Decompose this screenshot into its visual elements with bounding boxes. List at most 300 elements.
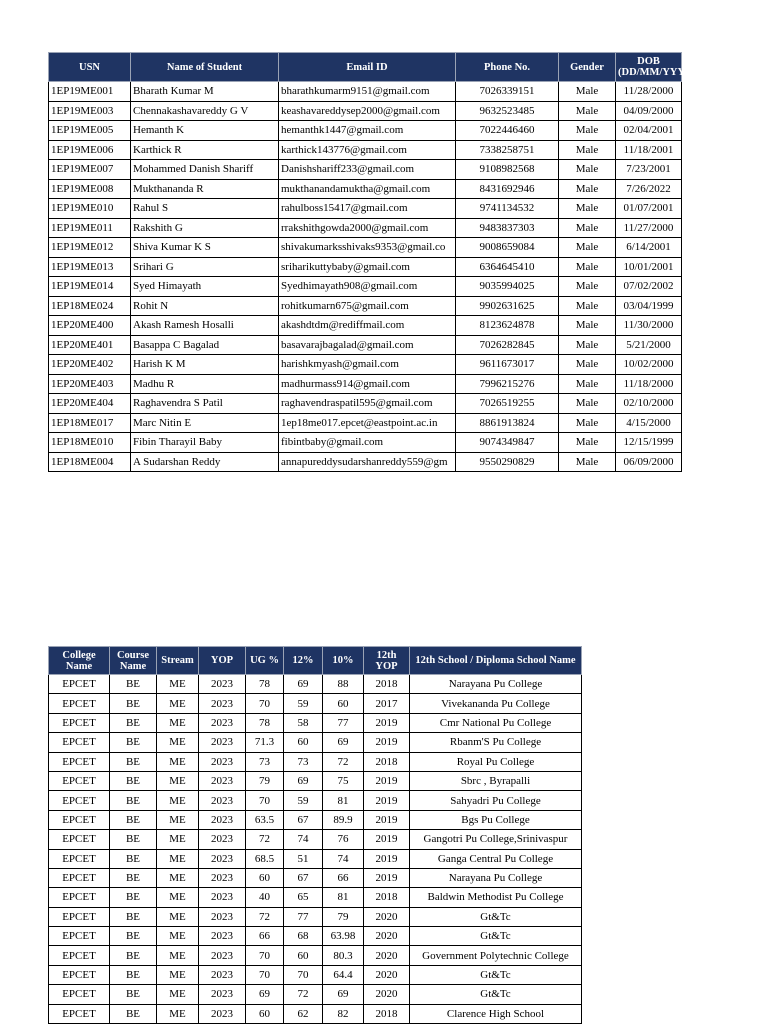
course-name-cell: BE [110, 927, 157, 946]
yop-cell: 2023 [199, 830, 246, 849]
usn-cell: 1EP19ME005 [49, 121, 131, 141]
table-row [49, 179, 682, 199]
header-12th-yop: 12th YOP [364, 647, 410, 675]
student-name-cell: Syed Himayath [131, 277, 279, 297]
usn-cell: 1EP20ME400 [49, 316, 131, 336]
ug-percent-cell: 69 [246, 985, 284, 1004]
college-name-cell: EPCET [49, 675, 110, 694]
table-row [49, 452, 682, 472]
email-cell: karthick143776@gmail.com [279, 140, 456, 160]
email-cell: basavarajbagalad@gmail.com [279, 335, 456, 355]
email-cell: shivakumarksshivaks9353@gmail.co [279, 238, 456, 258]
ug-percent-cell: 72 [246, 830, 284, 849]
table-row [49, 791, 582, 810]
10-percent-cell: 66 [323, 868, 364, 887]
usn-cell: 1EP19ME012 [49, 238, 131, 258]
12-percent-cell: 67 [284, 868, 323, 887]
phone-cell: 9632523485 [456, 101, 559, 121]
course-name-cell: BE [110, 1004, 157, 1023]
table-row [49, 868, 582, 887]
dob-cell: 4/15/2000 [616, 413, 682, 433]
phone-cell: 9483837303 [456, 218, 559, 238]
dob-cell: 5/21/2000 [616, 335, 682, 355]
phone-cell: 7338258751 [456, 140, 559, 160]
table-row [49, 316, 682, 336]
college-name-cell: EPCET [49, 771, 110, 790]
school-name-cell: Sahyadri Pu College [410, 791, 582, 810]
email-cell: mukthanandamuktha@gmail.com [279, 179, 456, 199]
table-row [49, 946, 582, 965]
12-percent-cell: 77 [284, 907, 323, 926]
header-10-percent: 10% [323, 647, 364, 675]
email-cell: madhurmass914@gmail.com [279, 374, 456, 394]
dob-cell: 11/28/2000 [616, 82, 682, 102]
12-percent-cell: 70 [284, 965, 323, 984]
yop-cell: 2023 [199, 868, 246, 887]
school-name-cell: Baldwin Methodist Pu College [410, 888, 582, 907]
12-percent-cell: 62 [284, 1004, 323, 1023]
ug-percent-cell: 70 [246, 791, 284, 810]
college-name-cell: EPCET [49, 985, 110, 1004]
gender-cell: Male [559, 316, 616, 336]
gender-cell: Male [559, 218, 616, 238]
phone-cell: 9550290829 [456, 452, 559, 472]
yop-cell: 2023 [199, 713, 246, 732]
10-percent-cell: 82 [323, 1004, 364, 1023]
phone-cell: 9035994025 [456, 277, 559, 297]
student-name-cell: Fibin Tharayil Baby [131, 433, 279, 453]
academics-table [48, 646, 582, 1024]
table-row [49, 296, 682, 316]
12th-yop-cell: 2019 [364, 733, 410, 752]
course-name-cell: BE [110, 694, 157, 713]
usn-cell: 1EP18ME004 [49, 452, 131, 472]
gender-cell: Male [559, 121, 616, 141]
10-percent-cell: 60 [323, 694, 364, 713]
email-cell: rrakshithgowda2000@gmail.com [279, 218, 456, 238]
students-table [48, 52, 697, 472]
12th-yop-cell: 2019 [364, 810, 410, 829]
table-row [49, 355, 682, 375]
yop-cell: 2023 [199, 791, 246, 810]
phone-cell: 8431692946 [456, 179, 559, 199]
table-row [49, 335, 682, 355]
usn-cell: 1EP19ME007 [49, 160, 131, 180]
stream-cell: ME [157, 965, 199, 984]
email-cell: rahulboss15417@gmail.com [279, 199, 456, 219]
dob-cell: 07/02/2002 [616, 277, 682, 297]
header-ug-percent: UG % [246, 647, 284, 675]
usn-cell: 1EP20ME402 [49, 355, 131, 375]
gender-cell: Male [559, 101, 616, 121]
yop-cell: 2023 [199, 849, 246, 868]
dob-cell: 12/15/1999 [616, 433, 682, 453]
college-name-cell: EPCET [49, 849, 110, 868]
school-name-cell: Gt&Tc [410, 985, 582, 1004]
college-name-cell: EPCET [49, 752, 110, 771]
gender-cell: Male [559, 277, 616, 297]
yop-cell: 2023 [199, 771, 246, 790]
school-name-cell: Ganga Central Pu College [410, 849, 582, 868]
course-name-cell: BE [110, 791, 157, 810]
dob-cell: 11/18/2001 [616, 140, 682, 160]
usn-cell: 1EP19ME003 [49, 101, 131, 121]
stream-cell: ME [157, 810, 199, 829]
dob-cell: 11/30/2000 [616, 316, 682, 336]
table-row [49, 101, 682, 121]
dob-cell: 11/27/2000 [616, 218, 682, 238]
student-name-cell: Mohammed Danish Shariff [131, 160, 279, 180]
table-row [49, 927, 582, 946]
course-name-cell: BE [110, 868, 157, 887]
gender-cell: Male [559, 355, 616, 375]
12th-yop-cell: 2019 [364, 713, 410, 732]
header-gender: Gender [559, 53, 616, 82]
12-percent-cell: 58 [284, 713, 323, 732]
stream-cell: ME [157, 830, 199, 849]
10-percent-cell: 74 [323, 849, 364, 868]
student-name-cell: Raghavendra S Patil [131, 394, 279, 414]
usn-cell: 1EP18ME024 [49, 296, 131, 316]
school-name-cell: Bgs Pu College [410, 810, 582, 829]
course-name-cell: BE [110, 849, 157, 868]
gender-cell: Male [559, 82, 616, 102]
ug-percent-cell: 40 [246, 888, 284, 907]
table-row [49, 238, 682, 258]
course-name-cell: BE [110, 888, 157, 907]
phone-cell: 8861913824 [456, 413, 559, 433]
10-percent-cell: 79 [323, 907, 364, 926]
header-12-percent: 12% [284, 647, 323, 675]
table-row [49, 733, 582, 752]
phone-cell: 7996215276 [456, 374, 559, 394]
table-row [49, 218, 682, 238]
stream-cell: ME [157, 868, 199, 887]
school-name-cell: Gt&Tc [410, 907, 582, 926]
usn-cell: 1EP19ME001 [49, 82, 131, 102]
dob-cell: 03/04/1999 [616, 296, 682, 316]
usn-cell: 1EP19ME014 [49, 277, 131, 297]
student-name-cell: Madhu R [131, 374, 279, 394]
yop-cell: 2023 [199, 810, 246, 829]
12th-yop-cell: 2020 [364, 965, 410, 984]
dob-cell: 04/09/2000 [616, 101, 682, 121]
table-row [49, 752, 582, 771]
phone-cell: 9074349847 [456, 433, 559, 453]
12-percent-cell: 69 [284, 675, 323, 694]
12-percent-cell: 72 [284, 985, 323, 1004]
12th-yop-cell: 2017 [364, 694, 410, 713]
gender-cell: Male [559, 335, 616, 355]
stream-cell: ME [157, 733, 199, 752]
dob-cell: 02/04/2001 [616, 121, 682, 141]
student-name-cell: Hemanth K [131, 121, 279, 141]
stream-cell: ME [157, 888, 199, 907]
table-row [49, 160, 682, 180]
dob-cell: 11/18/2000 [616, 374, 682, 394]
ug-percent-cell: 73 [246, 752, 284, 771]
12th-yop-cell: 2020 [364, 927, 410, 946]
student-name-cell: Basappa C Bagalad [131, 335, 279, 355]
student-name-cell: A Sudarshan Reddy [131, 452, 279, 472]
10-percent-cell: 81 [323, 791, 364, 810]
gender-cell: Male [559, 160, 616, 180]
school-name-cell: Gt&Tc [410, 965, 582, 984]
phone-cell: 6364645410 [456, 257, 559, 277]
college-name-cell: EPCET [49, 733, 110, 752]
course-name-cell: BE [110, 675, 157, 694]
12th-yop-cell: 2019 [364, 771, 410, 790]
course-name-cell: BE [110, 985, 157, 1004]
email-cell: annapureddysudarshanreddy559@gm [279, 452, 456, 472]
student-name-cell: Chennakashavareddy G V [131, 101, 279, 121]
email-cell: keashavareddysep2000@gmail.com [279, 101, 456, 121]
school-name-cell: Narayana Pu College [410, 868, 582, 887]
ug-percent-cell: 60 [246, 868, 284, 887]
school-name-cell: Narayana Pu College [410, 675, 582, 694]
student-name-cell: Rahul S [131, 199, 279, 219]
college-name-cell: EPCET [49, 946, 110, 965]
ug-percent-cell: 78 [246, 675, 284, 694]
academics-table-body [49, 675, 582, 1024]
phone-cell: 7026339151 [456, 82, 559, 102]
header-course-name: Course Name [110, 647, 157, 675]
12-percent-cell: 65 [284, 888, 323, 907]
email-cell: fibintbaby@gmail.com [279, 433, 456, 453]
school-name-cell: Gt&Tc [410, 927, 582, 946]
table-row [49, 888, 582, 907]
school-name-cell: Royal Pu College [410, 752, 582, 771]
ug-percent-cell: 78 [246, 713, 284, 732]
12th-yop-cell: 2018 [364, 1004, 410, 1023]
dob-cell: 06/09/2000 [616, 452, 682, 472]
usn-cell: 1EP20ME401 [49, 335, 131, 355]
table-row [49, 810, 582, 829]
12-percent-cell: 74 [284, 830, 323, 849]
phone-cell: 9008659084 [456, 238, 559, 258]
email-cell: Danishshariff233@gmail.com [279, 160, 456, 180]
yop-cell: 2023 [199, 733, 246, 752]
usn-cell: 1EP18ME010 [49, 433, 131, 453]
10-percent-cell: 88 [323, 675, 364, 694]
ug-percent-cell: 63.5 [246, 810, 284, 829]
usn-cell: 1EP18ME017 [49, 413, 131, 433]
12th-yop-cell: 2020 [364, 907, 410, 926]
dob-cell: 02/10/2000 [616, 394, 682, 414]
stream-cell: ME [157, 946, 199, 965]
table-row [49, 849, 582, 868]
ug-percent-cell: 79 [246, 771, 284, 790]
header-phone: Phone No. [456, 53, 559, 82]
stream-cell: ME [157, 752, 199, 771]
ug-percent-cell: 68.5 [246, 849, 284, 868]
students-header-row [49, 53, 682, 82]
table-row [49, 121, 682, 141]
students-table-body [49, 82, 682, 472]
course-name-cell: BE [110, 771, 157, 790]
10-percent-cell: 80.3 [323, 946, 364, 965]
email-cell: harishkmyash@gmail.com [279, 355, 456, 375]
email-cell: Syedhimayath908@gmail.com [279, 277, 456, 297]
10-percent-cell: 63.98 [323, 927, 364, 946]
course-name-cell: BE [110, 907, 157, 926]
table-row [49, 675, 582, 694]
usn-cell: 1EP20ME404 [49, 394, 131, 414]
table-row [49, 374, 682, 394]
ug-percent-cell: 70 [246, 946, 284, 965]
college-name-cell: EPCET [49, 868, 110, 887]
table-row [49, 694, 582, 713]
yop-cell: 2023 [199, 752, 246, 771]
dob-cell: 10/01/2001 [616, 257, 682, 277]
table-row [49, 907, 582, 926]
college-name-cell: EPCET [49, 888, 110, 907]
yop-cell: 2023 [199, 907, 246, 926]
phone-cell: 7026519255 [456, 394, 559, 414]
email-cell: rohitkumarn675@gmail.com [279, 296, 456, 316]
college-name-cell: EPCET [49, 830, 110, 849]
12th-yop-cell: 2018 [364, 675, 410, 694]
student-name-cell: Shiva Kumar K S [131, 238, 279, 258]
student-name-cell: Rohit N [131, 296, 279, 316]
stream-cell: ME [157, 791, 199, 810]
12-percent-cell: 60 [284, 946, 323, 965]
phone-cell: 9611673017 [456, 355, 559, 375]
email-cell: bharathkumarm9151@gmail.com [279, 82, 456, 102]
college-name-cell: EPCET [49, 907, 110, 926]
dob-cell: 6/14/2001 [616, 238, 682, 258]
school-name-cell: Gangotri Pu College,Srinivaspur [410, 830, 582, 849]
table-row [49, 433, 682, 453]
student-name-cell: Rakshith G [131, 218, 279, 238]
table-row [49, 140, 682, 160]
stream-cell: ME [157, 694, 199, 713]
10-percent-cell: 77 [323, 713, 364, 732]
ug-percent-cell: 66 [246, 927, 284, 946]
table-row [49, 413, 682, 433]
header-email: Email ID [279, 53, 456, 82]
course-name-cell: BE [110, 810, 157, 829]
yop-cell: 2023 [199, 1004, 246, 1023]
12th-yop-cell: 2018 [364, 752, 410, 771]
usn-cell: 1EP20ME403 [49, 374, 131, 394]
12th-yop-cell: 2018 [364, 888, 410, 907]
ug-percent-cell: 70 [246, 694, 284, 713]
gender-cell: Male [559, 238, 616, 258]
table-row [49, 1004, 582, 1023]
table-row [49, 277, 682, 297]
school-name-cell: Cmr National Pu College [410, 713, 582, 732]
12-percent-cell: 59 [284, 694, 323, 713]
stream-cell: ME [157, 985, 199, 1004]
email-cell: raghavendraspatil595@gmail.com [279, 394, 456, 414]
course-name-cell: BE [110, 733, 157, 752]
college-name-cell: EPCET [49, 713, 110, 732]
header-dob: DOB (DD/MM/YYYY) [616, 53, 682, 82]
header-college-name: College Name [49, 647, 110, 675]
10-percent-cell: 64.4 [323, 965, 364, 984]
ug-percent-cell: 72 [246, 907, 284, 926]
student-name-cell: Bharath Kumar M [131, 82, 279, 102]
student-name-cell: Harish K M [131, 355, 279, 375]
table-row [49, 257, 682, 277]
stream-cell: ME [157, 675, 199, 694]
yop-cell: 2023 [199, 985, 246, 1004]
email-cell: akashdtdm@rediffmail.com [279, 316, 456, 336]
gender-cell: Male [559, 413, 616, 433]
dob-cell: 01/07/2001 [616, 199, 682, 219]
stream-cell: ME [157, 1004, 199, 1023]
course-name-cell: BE [110, 752, 157, 771]
dob-cell: 7/26/2022 [616, 179, 682, 199]
gender-cell: Male [559, 257, 616, 277]
12-percent-cell: 59 [284, 791, 323, 810]
stream-cell: ME [157, 713, 199, 732]
gender-cell: Male [559, 394, 616, 414]
ug-percent-cell: 60 [246, 1004, 284, 1023]
table-row [49, 713, 582, 732]
12th-yop-cell: 2019 [364, 868, 410, 887]
gender-cell: Male [559, 433, 616, 453]
college-name-cell: EPCET [49, 791, 110, 810]
usn-cell: 1EP19ME008 [49, 179, 131, 199]
school-name-cell: Government Polytechnic College [410, 946, 582, 965]
stream-cell: ME [157, 907, 199, 926]
student-name-cell: Karthick R [131, 140, 279, 160]
student-name-cell: Srihari G [131, 257, 279, 277]
stream-cell: ME [157, 927, 199, 946]
12-percent-cell: 51 [284, 849, 323, 868]
header-stream: Stream [157, 647, 199, 675]
college-name-cell: EPCET [49, 965, 110, 984]
gender-cell: Male [559, 452, 616, 472]
10-percent-cell: 76 [323, 830, 364, 849]
gender-cell: Male [559, 296, 616, 316]
course-name-cell: BE [110, 965, 157, 984]
ug-percent-cell: 70 [246, 965, 284, 984]
10-percent-cell: 69 [323, 733, 364, 752]
header-usn: USN [49, 53, 131, 82]
yop-cell: 2023 [199, 946, 246, 965]
stream-cell: ME [157, 849, 199, 868]
school-name-cell: Clarence High School [410, 1004, 582, 1023]
gender-cell: Male [559, 374, 616, 394]
table-row [49, 199, 682, 219]
10-percent-cell: 72 [323, 752, 364, 771]
12th-yop-cell: 2019 [364, 830, 410, 849]
12-percent-cell: 60 [284, 733, 323, 752]
yop-cell: 2023 [199, 927, 246, 946]
12th-yop-cell: 2019 [364, 791, 410, 810]
table-row [49, 965, 582, 984]
school-name-cell: Sbrc , Byrapalli [410, 771, 582, 790]
yop-cell: 2023 [199, 675, 246, 694]
12-percent-cell: 69 [284, 771, 323, 790]
course-name-cell: BE [110, 946, 157, 965]
gender-cell: Male [559, 179, 616, 199]
phone-cell: 9902631625 [456, 296, 559, 316]
table-row [49, 771, 582, 790]
table-row [49, 830, 582, 849]
10-percent-cell: 89.9 [323, 810, 364, 829]
yop-cell: 2023 [199, 965, 246, 984]
ug-percent-cell: 71.3 [246, 733, 284, 752]
college-name-cell: EPCET [49, 810, 110, 829]
table-row [49, 394, 682, 414]
header-name: Name of Student [131, 53, 279, 82]
10-percent-cell: 69 [323, 985, 364, 1004]
course-name-cell: BE [110, 830, 157, 849]
